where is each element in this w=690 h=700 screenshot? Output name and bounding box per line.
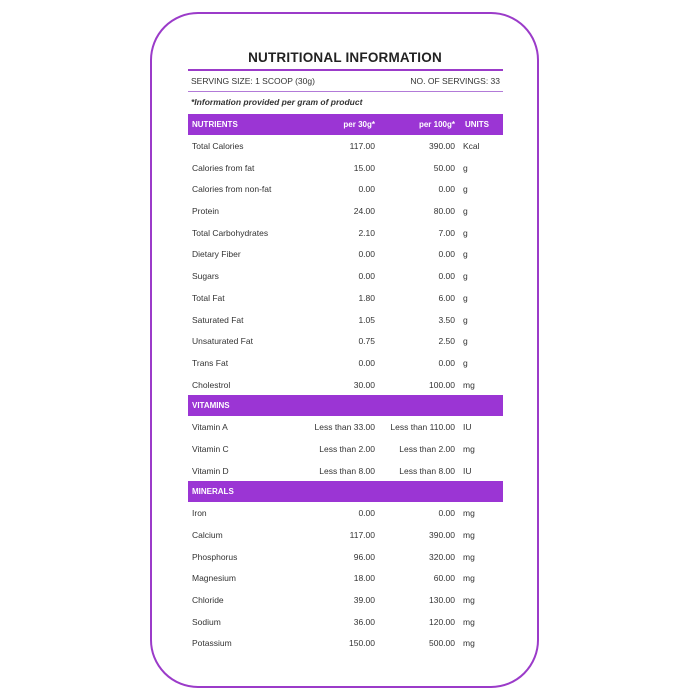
nutrient-name: Trans Fat <box>192 357 229 368</box>
unit-label: mg <box>463 638 475 649</box>
table-row <box>188 135 503 157</box>
serving-size: SERVING SIZE: 1 SCOOP (30g) <box>191 76 315 86</box>
nutrient-name: Vitamin D <box>192 465 229 476</box>
header-per100: per 100g* <box>418 120 455 129</box>
value-per100: 60.00 <box>433 573 455 584</box>
nutrient-name: Saturated Fat <box>192 314 244 325</box>
header-per30: per 30g* <box>343 120 375 129</box>
page-title: NUTRITIONAL INFORMATION <box>248 50 442 65</box>
value-per30: 0.00 <box>358 249 375 260</box>
value-per30: 0.00 <box>358 184 375 195</box>
value-per100: 100.00 <box>429 379 455 390</box>
unit-label: g <box>463 271 468 282</box>
value-per30: 0.00 <box>358 271 375 282</box>
unit-label: g <box>463 227 468 238</box>
value-per30: 150.00 <box>349 638 375 649</box>
value-per30: 39.00 <box>353 595 375 606</box>
nutrient-name: Potassium <box>192 638 232 649</box>
value-per100: 3.50 <box>438 314 455 325</box>
servings-count: NO. OF SERVINGS: 33 <box>410 76 500 86</box>
nutrient-name: Total Carbohydrates <box>192 227 269 238</box>
value-per100: 0.00 <box>438 184 455 195</box>
table-row <box>188 567 503 589</box>
unit-label: g <box>463 336 468 347</box>
unit-label: mg <box>463 379 475 390</box>
value-per100: Less than 110.00 <box>390 422 455 433</box>
table-row <box>188 632 503 654</box>
nutrient-name: Phosphorus <box>192 551 238 562</box>
nutrition-table <box>188 114 503 654</box>
unit-label: mg <box>463 573 475 584</box>
value-per100: 0.00 <box>438 249 455 260</box>
table-row <box>188 200 503 222</box>
info-note: *Information provided per gram of product <box>191 97 363 107</box>
value-per100: 500.00 <box>429 638 455 649</box>
nutrient-name: Chloride <box>192 595 224 606</box>
unit-label: IU <box>463 465 472 476</box>
table-row <box>188 309 503 331</box>
nutrient-name: Total Fat <box>192 292 225 303</box>
nutrient-name: Unsaturated Fat <box>192 336 253 347</box>
value-per100: 0.00 <box>438 271 455 282</box>
vitamins-header-row <box>188 395 503 416</box>
unit-label: IU <box>463 422 472 433</box>
unit-label: mg <box>463 530 475 540</box>
table-row <box>188 546 503 568</box>
table-row <box>188 243 503 265</box>
header-nutrients: NUTRIENTS <box>192 120 238 129</box>
value-per100: Less than 2.00 <box>399 443 455 454</box>
nutrient-name: Sugars <box>192 271 219 282</box>
nutrient-name: Vitamin A <box>192 422 228 433</box>
table-row <box>188 416 503 438</box>
unit-label: mg <box>463 595 475 606</box>
value-per30: Less than 33.00 <box>314 422 375 433</box>
nutrient-name: Total Calories <box>192 141 244 151</box>
value-per100: 50.00 <box>433 162 455 173</box>
unit-label: g <box>463 184 468 195</box>
value-per30: 15.00 <box>353 162 375 173</box>
value-per30: 18.00 <box>353 573 375 584</box>
nutrient-name: Protein <box>192 206 219 217</box>
nutrient-name: Sodium <box>192 616 221 627</box>
value-per30: 36.00 <box>353 616 375 627</box>
value-per100: 0.00 <box>438 508 455 519</box>
value-per100: 2.50 <box>438 336 455 347</box>
nutrient-name: Magnesium <box>192 573 236 584</box>
table-row <box>188 502 503 524</box>
value-per30: 1.05 <box>358 314 375 325</box>
title-divider <box>188 69 503 71</box>
unit-label: g <box>463 162 468 173</box>
nutrients-header-row <box>188 114 503 135</box>
unit-label: g <box>463 249 468 260</box>
nutrient-name: Calories from fat <box>192 162 255 173</box>
table-row <box>188 524 503 546</box>
minerals-header-row <box>188 481 503 502</box>
value-per100: 130.00 <box>429 595 455 606</box>
unit-label: mg <box>463 551 475 562</box>
nutrient-name: Calories from non-fat <box>192 184 272 195</box>
unit-label: mg <box>463 616 475 627</box>
value-per30: Less than 2.00 <box>319 443 375 454</box>
value-per30: 117.00 <box>349 141 375 151</box>
value-per30: 30.00 <box>353 379 375 390</box>
table-row <box>188 178 503 200</box>
unit-label: g <box>463 357 468 368</box>
unit-label: g <box>463 292 468 303</box>
value-per30: 117.00 <box>349 530 375 540</box>
nutrient-name: Vitamin C <box>192 443 229 454</box>
value-per30: 0.75 <box>358 336 375 347</box>
table-row <box>188 374 503 396</box>
header-minerals: MINERALS <box>192 487 234 497</box>
unit-label: g <box>463 206 468 217</box>
value-per100: 120.00 <box>429 616 455 627</box>
table-row <box>188 287 503 309</box>
vitamins-section <box>188 416 503 481</box>
nutrient-name: Dietary Fiber <box>192 249 241 260</box>
value-per30: 2.10 <box>358 227 375 238</box>
table-row <box>188 222 503 244</box>
nutrients-section <box>188 135 503 395</box>
header-vitamins: VITAMINS <box>192 401 230 411</box>
table-row <box>188 265 503 287</box>
value-per100: 0.00 <box>438 357 455 368</box>
value-per100: 390.00 <box>429 141 455 151</box>
value-per100: 390.00 <box>429 530 455 540</box>
serving-divider <box>188 91 503 92</box>
value-per100: 80.00 <box>433 206 455 217</box>
table-row <box>188 589 503 611</box>
value-per30: 1.80 <box>358 292 375 303</box>
unit-label: mg <box>463 508 475 519</box>
value-per30: Less than 8.00 <box>319 465 375 476</box>
nutrient-name: Cholestrol <box>192 379 231 390</box>
table-row <box>188 438 503 460</box>
value-per100: 6.00 <box>438 292 455 303</box>
table-row <box>188 460 503 482</box>
value-per100: 7.00 <box>438 227 455 238</box>
table-row <box>188 157 503 179</box>
value-per100: Less than 8.00 <box>399 465 455 476</box>
table-row <box>188 352 503 374</box>
table-row <box>188 611 503 633</box>
unit-label: g <box>463 314 468 325</box>
table-row <box>188 330 503 352</box>
unit-label: mg <box>463 443 475 454</box>
nutrient-name: Calcium <box>192 530 223 540</box>
header-units: UNITS <box>465 120 489 129</box>
value-per30: 0.00 <box>358 357 375 368</box>
minerals-section <box>188 502 503 654</box>
unit-label: Kcal <box>463 141 480 151</box>
value-per100: 320.00 <box>429 551 455 562</box>
nutrient-name: Iron <box>192 508 207 519</box>
value-per30: 96.00 <box>353 551 375 562</box>
value-per30: 24.00 <box>353 206 375 217</box>
value-per30: 0.00 <box>358 508 375 519</box>
